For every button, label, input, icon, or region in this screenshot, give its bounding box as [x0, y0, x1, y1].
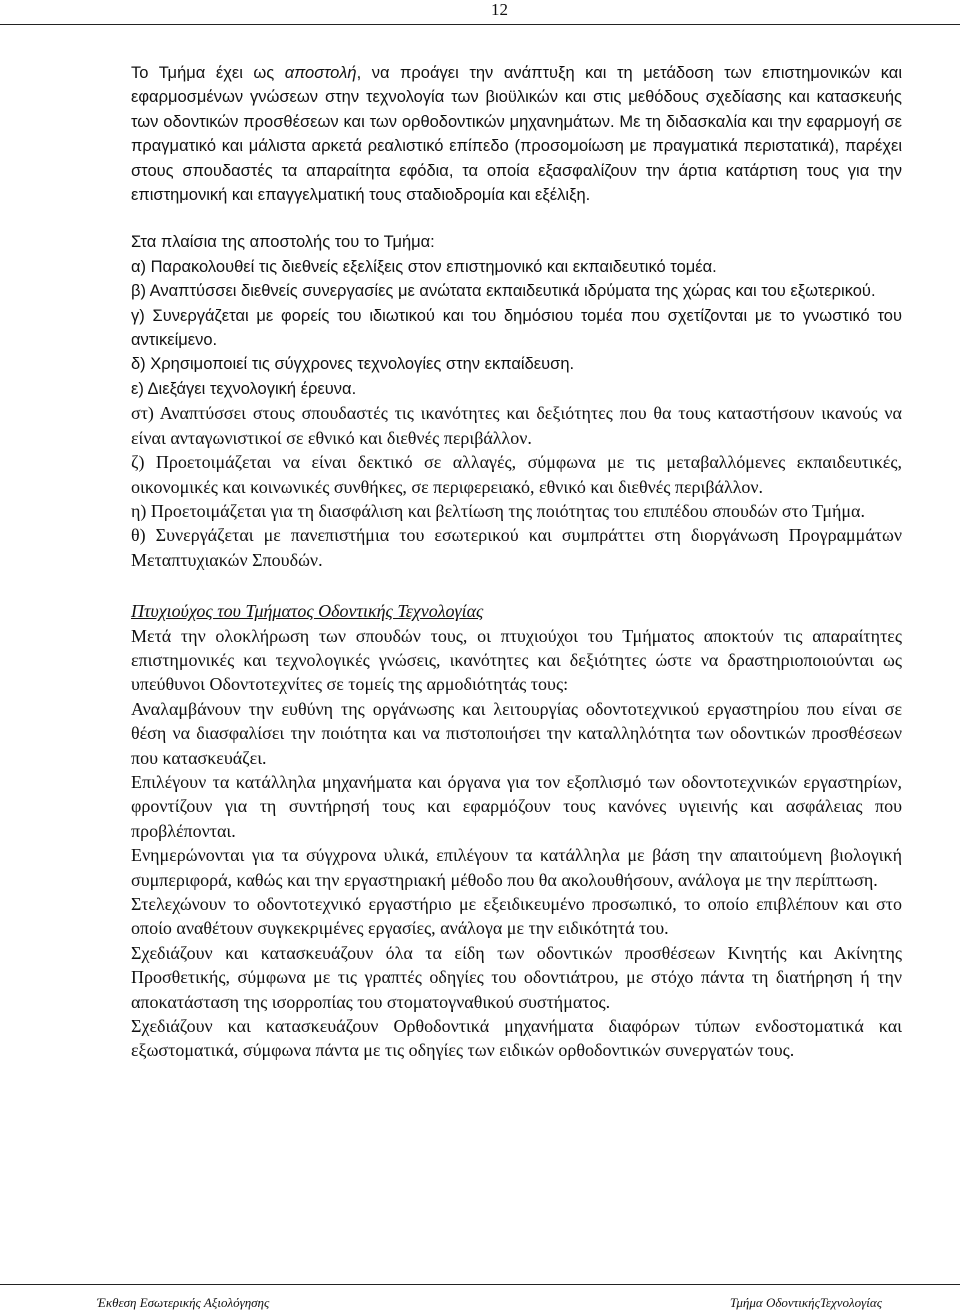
intro-paragraph	[131, 61, 902, 207]
footer-department: Τμήμα ΟδοντικήςΤεχνολογίας	[729, 1295, 882, 1310]
graduates-paragraph: Σχεδιάζουν και κατασκευάζουν Ορθοδοντικά μηχανήματα διαφόρων τύπων ενδοστοματικά και εξωστοματικά, σύμφωνα πάντα με τις οδηγίες των ειδικών ορθοδοντικών συνεργατών τους.	[131, 1016, 902, 1061]
page-number: 12	[491, 0, 508, 19]
graduates-paragraph: Ενημερώνονται για τα σύγχρονα υλικά, επιλέγουν τα κατάλληλα με βάση την απαιτούμενη βιολογική συμπεριφορά, καθώς και την εργαστηριακή μέθοδο που θα ακολουθήσουν, ανάλογα με την περίπτωση.	[131, 845, 902, 890]
mission-item-d: δ) Χρησιμοποιεί τις σύγχρονες τεχνολογίες στην εκπαίδευση.	[131, 355, 575, 374]
mission-item-a: α) Παρακολουθεί τις διεθνείς εξελίξεις στον επιστημονικό και εκπαιδευτικό τομέα.	[131, 257, 717, 276]
graduates-paragraph: Σχεδιάζουν και κατασκευάζουν όλα τα είδη των οδοντικών προσθέσεων Κινητής και Ακίνητης Προσθετικής, σύμφωνα με τις γραπτές οδηγίες του οδοντιάτρου, με στόχο πάντα τη διατήρηση ή την αποκατάσταση της ισορροπίας του στοματογναθικού συστήματος.	[131, 942, 902, 1012]
mission-item-th: θ) Συνεργάζεται με πανεπιστήμια του εσωτερικού και συμπράττει στη διοργάνωση Προγραμμάτων Μεταπτυχιακών Σπουδών.	[131, 525, 902, 570]
intro-emphasis: αποστολή	[284, 64, 357, 82]
mission-item-c: γ) Συνεργάζεται με φορείς του ιδιωτικού και του δημόσιου τομέα που σχετίζονται με το γνωστικό του αντικείμενο.	[131, 306, 902, 350]
spacer	[131, 572, 902, 599]
graduates-paragraph: Επιλέγουν τα κατάλληλα μηχανήματα και όργανα για τον εξοπλισμό των οδοντοτεχνικών εργαστηρίων, φροντίζουν για τη συντήρησή τους και εφαρμόζουν τους κανόνες υγιεινής και ασφάλειας που προβλέπονται.	[131, 771, 902, 841]
spacer	[131, 207, 902, 230]
footer-rule	[0, 1284, 960, 1285]
page-footer	[0, 1283, 960, 1311]
graduates-paragraph: Στελεχώνουν το οδοντοτεχνικό εργαστήριο με εξειδικευμένο προσωπικό, το οποίο επιβλέπουν και στο οποίο αναθέτουν συγκεκριμένες εργασίες, ανάλογα με την ειδικότητά του.	[131, 894, 902, 939]
graduates-heading: Πτυχιούχος του Τμήματος Οδοντικής Τεχνολογίας	[131, 601, 484, 622]
mission-item-b: β) Αναπτύσσει διεθνείς συνεργασίες με ανώτατα εκπαιδευτικά ιδρύματα της χώρας και του εξωτερικού.	[131, 282, 876, 301]
mission-item-e: ε) Διεξάγει τεχνολογική έρευνα.	[131, 379, 357, 398]
header-rule	[0, 24, 960, 25]
graduates-paragraph: Μετά την ολοκλήρωση των σπουδών τους, οι πτυχιούχοι του Τμήματος αποκτούν τις απαραίτητες επιστημονικές και τεχνολογικές γνώσεις, ικανότητες και δεξιότητες ώστε να δραστηριοποιούνται ως υπεύθυνοι Οδοντοτεχνίτες σε τομείς της αρμοδιότητάς τους:	[131, 625, 902, 695]
intro-text-rest: , να προάγει την ανάπτυξη και τη μετάδοση των επιστημονικών και εφαρμοσμένων γνώσεων στην τεχνολογία των βιοϋλικών και στις μεθόδους σχεδίασης και κατασκευής των οδοντικών προσθέσεων και των ορθοδοντικών μηχανημάτων. Με τη διδασκαλία και την εφαρμογή σε πραγματικό και μάλιστα αρκετά ρεαλιστικό επίπεδο (προσομοίωση με πραγματικά περιστατικά), παρέχει στους σπουδαστές τα απαραίτητα εφόδια, τα οποία εξασφαλίζουν την άρτια κατάρτιση τους για την επιστημονική και επαγγελματική τους σταδιοδρομία και εξέλιξη.	[131, 64, 902, 205]
page-header	[0, 0, 960, 26]
graduates-paragraph: Αναλαμβάνουν την ευθύνη της οργάνωσης και λειτουργίας οδοντοτεχνικού εργαστηρίου που είναι σε θέση να διασφαλίσει την ποιότητα και να πιστοποιήσει την καταλληλότητα των οδοντικών προσθέσεων που κατασκευάζει.	[131, 698, 902, 768]
mission-item-h: η) Προετοιμάζεται για τη διασφάλιση και βελτίωση της ποιότητας του επιπέδου σπουδών στο Τμήμα.	[131, 500, 865, 521]
footer-report-title: Έκθεση Εσωτερικής Αξιολόγησης	[97, 1295, 270, 1310]
mission-item-st: στ) Αναπτύσσει στους σπουδαστές τις ικανότητες και δεξιότητες που θα τους καταστήσουν ικανούς να είναι ανταγωνιστικοί σε εθνικό και διεθνές περιβάλλον.	[131, 403, 902, 448]
intro-text-start: Το Τμήμα έχει ως	[131, 64, 285, 82]
mission-lead: Στα πλαίσια της αποστολής του το Τμήμα:	[131, 233, 435, 252]
mission-item-z: ζ) Προετοιμάζεται να είναι δεκτικό σε αλλαγές, σύμφωνα με τις μεταβαλλόμενες εκπαιδευτικές, οικονομικές και κοινωνικές συνθήκες, σε περιφερειακό, εθνικό και διεθνές περιβάλλον.	[131, 452, 902, 497]
body-text	[131, 61, 902, 1063]
